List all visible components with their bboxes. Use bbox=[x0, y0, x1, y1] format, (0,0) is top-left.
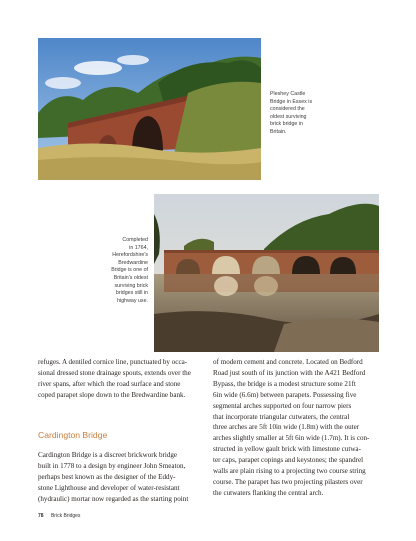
body-line: refuges. A dentiled cornice line, punctuated by occa- bbox=[38, 358, 188, 366]
body-line: structed in yellow gault brick with limestone cutwa- bbox=[213, 445, 361, 454]
bredwardine-caption bbox=[100, 237, 148, 305]
body-line: Cardington Bridge is a discreet brickwork bridge bbox=[38, 451, 178, 459]
body-line: coped parapet slope down to the Bredwardine bank. bbox=[38, 390, 186, 399]
body-line: Road just south of its junction with the A421 Bedford bbox=[213, 368, 366, 377]
caption-line: Pleshey Castle bbox=[270, 91, 306, 97]
body-line: built in 1778 to a design by engineer John Smeaton, bbox=[38, 461, 186, 470]
body-line: Bypass, the bridge is a modest structure some 21ft bbox=[213, 379, 356, 388]
caption-line: brick bridge in bbox=[270, 121, 303, 128]
bredwardine-bridge-photo bbox=[154, 194, 379, 352]
caption-line: surviving brick bbox=[114, 282, 148, 289]
pleshey-caption bbox=[270, 91, 332, 137]
caption-line: highway use. bbox=[117, 297, 148, 304]
body-line: river spans, after which the road surface and stone bbox=[38, 379, 181, 388]
caption-line: Bridge in Essex is bbox=[270, 98, 313, 105]
caption-line: bridges still in bbox=[115, 290, 148, 297]
body-line: stone Lighthouse and developer of water-resistant bbox=[38, 483, 180, 492]
body-line: 6in wide (6.6m) between parapets. Possessing five bbox=[213, 390, 357, 399]
body-line: course. The parapet has two projecting pilasters over bbox=[213, 477, 363, 486]
caption-line: Bridge is one of bbox=[111, 267, 148, 274]
caption-line: Herefordshire's bbox=[112, 252, 148, 259]
page-number: 78 bbox=[38, 513, 44, 519]
running-title: Brick Bridges bbox=[50, 513, 81, 519]
caption-line: Completed bbox=[122, 237, 148, 243]
body-line: arches slightly smaller at 5ft 6in wide (1.7m). It is con- bbox=[213, 434, 370, 443]
body-line: that incorporate triangular cutwaters, the central bbox=[213, 412, 350, 421]
body-column-right bbox=[213, 357, 381, 499]
caption-line: Britain's oldest bbox=[113, 274, 148, 281]
caption-line: oldest surviving bbox=[270, 113, 307, 120]
body-line: of modern cement and concrete. Located on Bedford bbox=[213, 358, 363, 366]
body-line: three arches are 5ft 10in wide (1.8m) with the outer bbox=[213, 423, 360, 432]
body-line: segmental arches supported on four narrow piers bbox=[213, 401, 352, 410]
body-column-left-continued bbox=[38, 450, 206, 505]
body-line: perhaps best known as the designer of the Eddy- bbox=[38, 472, 176, 481]
caption-line: Britain. bbox=[270, 128, 287, 135]
body-line: (hydraulic) mortar now regarded as the starting point bbox=[38, 494, 189, 503]
caption-line: Bredwardine bbox=[118, 259, 148, 266]
body-line: ter caps, parapet copings and keystones; the spandrel bbox=[213, 456, 364, 465]
body-line: walls are plain rising to a projecting two course string bbox=[213, 467, 366, 476]
body-line: sional dressed stone drainage spouts, extends over the bbox=[38, 368, 191, 377]
caption-line: in 1764, bbox=[129, 244, 148, 251]
body-line: the cutwaters flanking the central arch. bbox=[213, 488, 324, 497]
body-column-left bbox=[38, 357, 206, 401]
caption-line: considered the bbox=[270, 106, 305, 113]
page-footer bbox=[38, 513, 80, 519]
pleshey-castle-bridge-photo bbox=[38, 38, 261, 180]
section-heading: Cardington Bridge bbox=[38, 430, 108, 440]
